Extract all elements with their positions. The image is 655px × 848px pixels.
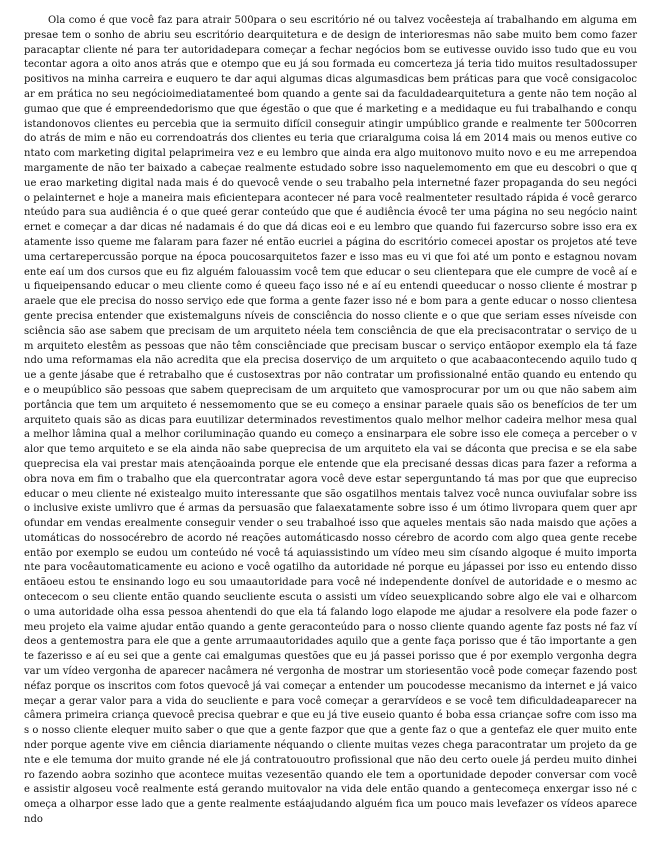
transcript-paragraph: Ola como é que você faz para atrair 500para o seu escritório né ou talvez vocêesteja aí trabalhando em alguma empresae tem o sonho de abriu seu escritório dearquitetura e de design de interioresmas não sabe muito bem como fazer paracaptar cliente né para ter autoridadepara começar a fechar negócios bom se eutivesse ouvido isso tudo que eu vou tecontar agora a oito anos atrás que e otempo que eu já sou formada eu comcerteza já teria tido muitos resultadossuper positivos na minha carreira e euquero te dar aqui algumas dicas algumasdicas bem práticas para que você consigacolocar em prática no seu negócioimediatamenteé bom quando a gente sai da faculdadearquitetura a gente não tem noção algumao que que é empreendedorismo que que égestão o que que é marketing e a medidaque eu fui trabalhando e conquistandonovos clientes eu percebia que ia sermuito difícil conseguir atingir umpúblico grande e realmente ter 500correndo atrás de mim e não eu correndoatrás dos clientes eu teria que criaralguma coisa lá em 2014 mais ou menos eutive contato com marketing digital pelaprimeira vez e eu lembro que ainda era algo muitonovo muito novo e eu me arrependoamargamente de não ter baixado a cabeçae realmente estudado sobre isso naquelemomento em que eu descobri o que que erao marketing digital nada mais é do quevocê vende o seu trabalho pela internetné fazer propaganda do seu negócio pelainternet e hoje a maneira mais eficientepara acontecer né para você realmenteter resultado rápida é você gerarconteúdo para sua audiência é o que queé gerar conteúdo que que é audiência évocê ter uma página no seu negócio nainternet e começar a dar dicas né nadamais é do que dá dicas eoi e eu lembro que quando fui fazercurso sobre isso era exatamente isso queme me falaram para fazer né então eucriei a página do escritório comecei apostar os projetos até teve uma certarepercussão porque na época poucosarquitetos fazer e isso mas eu vi que foi até um ponto e estagnou novamente eaí um dos cursos que eu fiz alguém falouassim você tem que educar o seu clientepara que ele cumpre de você aí eu fiqueipensando educar o meu cliente como é queeu faço isso né e aí eu entendi queeducar o nosso cliente é mostrar paraele que ele precisa do nosso serviço ede que forma a gente fazer isso né e bom para a gente educar o nosso clientesa gente precisa entender que existemalguns níveis de consciência do nosso cliente e o que que seriam esses níveisde consciência são ase sabem que precisam de um arquiteto néela tem consciência de que ela precisacontratar o serviço de um arquiteto elestêm as pessoas que não têm consciênciade que precisam buscar o serviço entãopor exemplo ela tá fazendo uma reformamas ela não acredita que ela precisa doserviço de um arquiteto o que acabaacontecendo aquilo tudo que a gente jásabe que é retrabalho que é custosextras por não contratar um profissionalné então quando eu entendo que o meupúblico são pessoas que sabem queprecisam de um arquiteto que vamosprocurar por um ou que não sabem aimportância que tem um arquiteto é nessemomento que se eu começo a ensinar paraele quais são os benefícios de ter umarquiteto quais são as dicas para euutilizar determinados revestimentos qualo melhor melhor cadeira melhor mesa quala melhor lâmina qual a melhor coriluminação quando eu começo a ensinarpara ele sobre isso ele começa a perceber o valor que temo arquiteto e se ela ainda não sabe queprecisa de um arquiteto ela vai se dáconta que precisa e se ela sabe queprecisa ela vai prestar mais atençãoainda porque ele entende que ela precisané dessas dicas para fazer a reforma aobra nova em fim o trabalho que ela quercontratar agora você deve estar seperguntando tá mas por que que eupreciso educar o meu cliente né existealgo muito interessante que são osgatilhos mentais talvez você nunca ouviufalar sobre isso inclusive existe umlivro que é armas da persuasão que falaexatamente sobre isso é um ótimo livropara quem quer aprofundar em vendas erealmente conseguir vender o seu trabalhoé isso que aqueles mentais são nada maisdo que ações automáticas do nossocérebro de acordo né reações automáticasdo nosso cérebro de acordo com algo quea gente recebe então por exemplo se eudou um conteúdo né você tá aquiassistindo um vídeo meu sim císando algoque é muito importante para vocêautomaticamente eu aciono e você ogatilho da autoridade né porque eu jápassei por isso eu entendo disso entãoeu estou te ensinando logo eu sou umaautoridade para você né independente donível de autoridade e o mesmo acontececom o seu cliente então quando seucliente escuta o assisti um vídeo seuexplicando sobre algo ele vai e olharcomo uma autoridade olha essa pessoa ahentendi do que ela tá falando logo elapode me ajudar a resolvere ela pode fazer o meu projeto ela vaime ajudar então quando a gente geraconteúdo para o nosso cliente quando agente faz posts né faz vídeos a gentemostra para ele que a gente arrumaautoridades aquilo que a gente faça porisso que é tão importante a gente fazerisso e aí eu sei que a gente cai emalgumas questões que eu já passei porisso que é por exemplo vergonha degravar um vídeo vergonha de aparecer nacâmera né vergonha de mostrar um storiesentão você pode começar fazendo post néfaz porque os inscritos com fotos quevocê já vai começar a entender um poucodesse mecanismo da internet e já vaicomeçar a gerar valor para a vida do seucliente e para você começar a gerarvídeos e se você tem dificuldadeaparecer na câmera primeira criança quevocê precisa quebrar e que eu já tive euseio quanto é boba essa criançae sofre com isso mas o nosso cliente elequer muito saber o que que a gente fazpor que que a gente faz o que a gentefaz ele quer muito entender porque agente vive em ciência diariamente néquando o cliente muitas vezes chega paracontratar um projeto da gente e ele temuma dor muito grande né ele já contratououtro profissional que não deu certo ouele já perdeu muito dinheiro fazendo aobra sozinho que acontece muitas vezesentão quando ele tem a oportunidade depoder conversar com você e assistir algoseu você realmente está gerando muitovalor na vida dele então quando a gentecomeça enxergar isso né começa a olharpor esse lado que a gente realmente estáajudando alguém fica um pouco mais levefazer os vídeos aparecendo — [24, 15, 638, 826]
